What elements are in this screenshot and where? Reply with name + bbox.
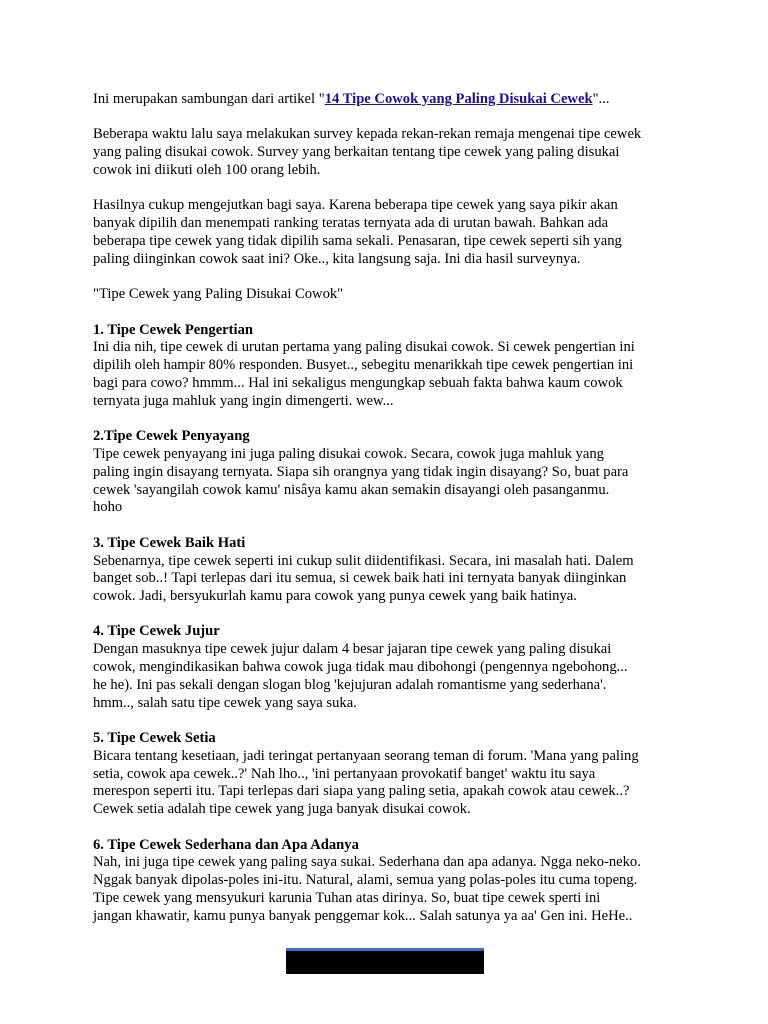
text-line: yang paling disukai cowok. Survey yang berkaitan tentang tipe cewek yang paling disukai	[93, 144, 620, 161]
text-line: Nah, ini juga tipe cewek yang paling saya sukai. Sederhana dan apa adanya. Ngga neko-neko.	[93, 854, 641, 871]
paragraph-survey	[93, 126, 693, 179]
section-heading: 5. Tipe Cewek Setia	[93, 730, 216, 747]
text-line: cowok ini diikuti oleh 100 orang lebih.	[93, 161, 321, 178]
intro-paragraph	[93, 91, 693, 109]
intro-suffix: "...	[592, 91, 610, 107]
section-5	[93, 730, 693, 819]
section-heading: 6. Tipe Cewek Sederhana dan Apa Adanya	[93, 836, 359, 853]
section-heading: 4. Tipe Cewek Jujur	[93, 623, 220, 640]
article-body	[93, 91, 693, 943]
text-line: he he). Ini pas sekali dengan slogan blog 'kejujuran adalah romantisme yang sederhana'.	[93, 676, 607, 693]
section-heading: 3. Tipe Cewek Baik Hati	[93, 534, 246, 551]
text-line: banget sob..! Tapi terlepas dari itu semua, si cewek baik hati ini ternyata banyak diinginkan	[93, 570, 627, 587]
text-line: Nggak banyak dipolas-poles ini-itu. Natural, alami, semua yang polas-poles itu cuma topeng.	[93, 872, 638, 889]
text-line: setia, cowok apa cewek..?' Nah lho.., 'ini pertanyaan provokatif banget' waktu itu saya	[93, 765, 596, 782]
text-line: bagi para cowo? hmmm... Hal ini sekaligus mengungkap sebuah fakta bahwa kaum cowok	[93, 374, 623, 391]
text-line: Beberapa waktu lalu saya melakukan survey kepada rekan-rekan remaja mengenai tipe cewek	[93, 126, 642, 143]
paragraph-results	[93, 197, 693, 268]
text-line: cewek 'sayangilah cowok kamu' nisâya kamu akan semakin disayangi oleh pasanganmu.	[93, 481, 610, 498]
section-2	[93, 428, 693, 517]
text-line: Sebenarnya, tipe cewek seperti ini cukup sulit diidentifikasi. Secara, ini masalah hati. Dalem	[93, 552, 634, 569]
section-6	[93, 837, 693, 926]
section-heading: 2.Tipe Cewek Penyayang	[93, 428, 250, 445]
text-line: Tipe cewek yang mensyukuri karunia Tuhan atas dirinya. So, buat tipe cewek sperti ini	[93, 890, 601, 907]
text-line: Dengan masuknya tipe cewek jujur dalam 4 besar jajaran tipe cewek yang paling disukai	[93, 641, 612, 658]
text-line: Hasilnya cukup mengejutkan bagi saya. Karena beberapa tipe cewek yang saya pikir akan	[93, 197, 618, 214]
text-line: banyak dipilih dan menempati ranking teratas ternyata ada di urutan bawah. Bahkan ada	[93, 215, 609, 232]
section-1	[93, 322, 693, 411]
text-line: hoho	[93, 499, 123, 516]
section-3	[93, 535, 693, 606]
section-4	[93, 623, 693, 712]
text-line: Cewek setia adalah tipe cewek yang juga banyak disukai cowok.	[93, 801, 471, 818]
text-line: paling diinginkan cowok saat ini? Oke.., kita langsung saja. Ini dia hasil surveynya.	[93, 250, 581, 267]
intro-prefix: Ini merupakan sambungan dari artikel "	[93, 91, 325, 107]
article-link[interactable]: 14 Tipe Cowok yang Paling Disukai Cewek	[324, 91, 593, 107]
footer-bar	[286, 948, 484, 974]
text-line: ternyata juga mahluk yang ingin dimengerti. wew...	[93, 392, 394, 409]
text-line: paling ingin disayang ternyata. Siapa sih orangnya yang tidak ingin disayang? So, buat para	[93, 463, 629, 480]
text-line: beberapa tipe cewek yang tidak dipilih sama sekali. Penasaran, tipe cewek seperti sih yang	[93, 232, 622, 249]
section-heading: 1. Tipe Cewek Pengertian	[93, 321, 253, 338]
text-line: jangan khawatir, kamu punya banyak penggemar kok... Salah satunya ya aa' Gen ini. HeHe..	[93, 907, 633, 924]
text-line: Ini dia nih, tipe cewek di urutan pertama yang paling disukai cowok. Si cewek pengertian ini	[93, 339, 635, 356]
text-line: dipilih oleh hampir 80% responden. Busyet.., sebegitu menarikkah tipe cewek pengertian ini	[93, 357, 634, 374]
text-line: Bicara tentang kesetiaan, jadi teringat pertanyaan seorang teman di forum. 'Mana yang paling	[93, 747, 639, 764]
text-line: cowok. Jadi, bersyukurlah kamu para cowok yang punya cewek yang baik hatinya.	[93, 588, 577, 605]
text-line: Tipe cewek penyayang ini juga paling disukai cowok. Secara, cowok juga mahluk yang	[93, 445, 604, 462]
text-line: cowok, mengindikasikan bahwa cowok juga tidak mau dibohongi (pengennya ngebohong...	[93, 659, 628, 676]
text-line: hmm.., salah satu tipe cewek yang saya suka.	[93, 694, 357, 711]
list-title: "Tipe Cewek yang Paling Disukai Cowok"	[93, 286, 344, 303]
text-line: merespon seperti itu. Tapi terlepas dari siapa yang paling setia, apakah cowok atau cewek..?	[93, 783, 630, 800]
